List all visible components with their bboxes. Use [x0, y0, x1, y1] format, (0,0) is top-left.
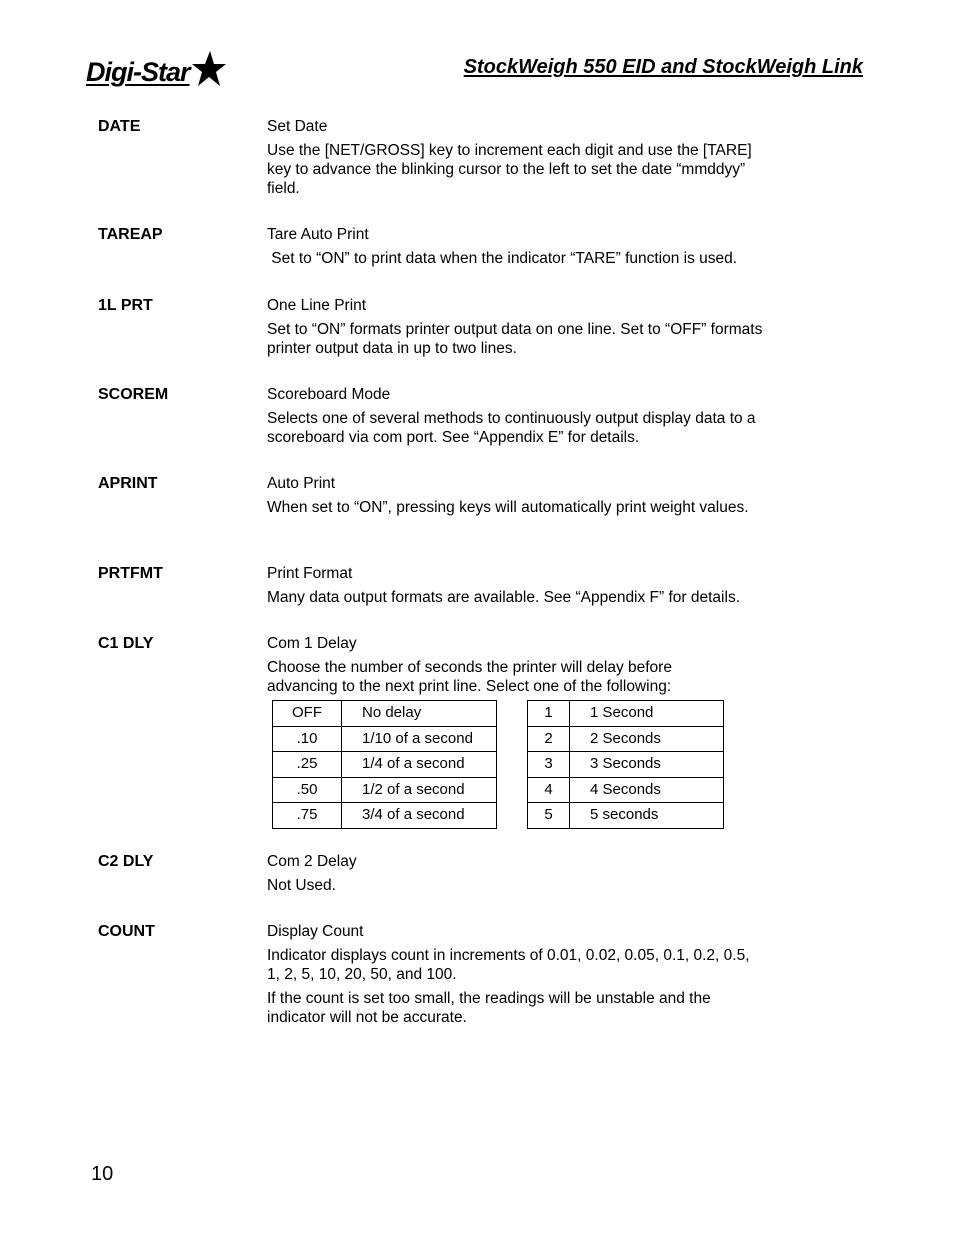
- entry-description: Not Used.: [267, 877, 336, 894]
- entry-definition: [267, 385, 777, 447]
- table-cell-value: .50: [273, 777, 342, 803]
- entry-description: If the count is set too small, the readings will be unstable and the indicator will not be accurate.: [267, 990, 711, 1026]
- entry-name: Scoreboard Mode: [267, 386, 391, 403]
- entry-term: PRTFMT: [98, 565, 163, 582]
- entry-description: When set to “ON”, pressing keys will automatically print weight values.: [267, 499, 749, 516]
- page-number: 10: [91, 1163, 114, 1185]
- entry-name: One Line Print: [267, 297, 367, 314]
- entry-description: Selects one of several methods to continuously output display data to a scoreboard via com port. See “Appendix E” for details.: [267, 410, 756, 446]
- entry-definition: [267, 634, 717, 696]
- table-cell-label: 1/10 of a second: [342, 726, 497, 752]
- table-cell-label: 2 Seconds: [570, 726, 724, 752]
- delay-table-fractions: [272, 700, 497, 829]
- entry-description: Many data output formats are available. See “Appendix F” for details.: [267, 589, 740, 606]
- entry-definition: [267, 117, 777, 198]
- table-cell-label: 1/2 of a second: [342, 777, 497, 803]
- entry-name: Tare Auto Print: [267, 226, 369, 243]
- entry-name: Set Date: [267, 118, 328, 135]
- table-cell-label: No delay: [342, 701, 497, 727]
- entry-name: Com 1 Delay: [267, 635, 357, 652]
- table-cell-value: 1: [528, 701, 570, 727]
- digi-star-logo: [86, 52, 226, 92]
- logo-text: Digi-Star: [86, 56, 190, 87]
- table-cell-value: OFF: [273, 701, 342, 727]
- entry-definition: [267, 474, 777, 517]
- table-row: [273, 803, 497, 829]
- entry-term: C2 DLY: [98, 853, 154, 870]
- table-cell-value: 3: [528, 752, 570, 778]
- entry-name: Print Format: [267, 565, 353, 582]
- table-row: [528, 701, 724, 727]
- table-cell-value: 5: [528, 803, 570, 829]
- table-cell-label: 5 seconds: [570, 803, 724, 829]
- table-row: [273, 726, 497, 752]
- table-row: [273, 777, 497, 803]
- entry-description: Set to “ON” formats printer output data on one line. Set to “OFF” formats printer output data in up to two lines.: [267, 321, 763, 357]
- entry-term: SCOREM: [98, 386, 169, 403]
- entry-term: COUNT: [98, 923, 155, 940]
- entry-definition: [267, 922, 757, 1027]
- table-cell-value: 4: [528, 777, 570, 803]
- table-cell-value: .75: [273, 803, 342, 829]
- table-row: [273, 752, 497, 778]
- table-cell-label: 1 Second: [570, 701, 724, 727]
- entry-definition: [267, 225, 777, 268]
- entry-description: Set to “ON” to print data when the indicator “TARE” function is used.: [267, 250, 738, 267]
- entry-description: Use the [NET/GROSS] key to increment each digit and use the [TARE] key to advance the blinking cursor to the left to set the date “mmddyy” field.: [267, 142, 752, 197]
- table-cell-label: 3 Seconds: [570, 752, 724, 778]
- entry-name: Auto Print: [267, 475, 336, 492]
- table-cell-value: 2: [528, 726, 570, 752]
- table-cell-label: 1/4 of a second: [342, 752, 497, 778]
- entry-term: APRINT: [98, 475, 158, 492]
- table-row: [528, 726, 724, 752]
- entry-term: TAREAP: [98, 226, 163, 243]
- entry-term: C1 DLY: [98, 635, 154, 652]
- table-row: [528, 803, 724, 829]
- entry-description: Choose the number of seconds the printer will delay before advancing to the next print line. Select one of the following:: [267, 659, 672, 695]
- delay-table-seconds: [527, 700, 724, 829]
- entry-definition: [267, 852, 777, 895]
- entry-term: 1L PRT: [98, 297, 153, 314]
- entry-description: Indicator displays count in increments of 0.01, 0.02, 0.05, 0.1, 0.2, 0.5, 1, 2, 5, 10, 20, 50, and 100.: [267, 947, 750, 983]
- document-title: StockWeigh 550 EID and StockWeigh Link: [463, 56, 863, 78]
- table-cell-value: .25: [273, 752, 342, 778]
- entry-term: DATE: [98, 118, 141, 135]
- table-row: [528, 777, 724, 803]
- entry-name: Display Count: [267, 923, 364, 940]
- table-row: [528, 752, 724, 778]
- entry-definition: [267, 564, 787, 607]
- entry-name: Com 2 Delay: [267, 853, 357, 870]
- table-cell-label: 4 Seconds: [570, 777, 724, 803]
- star-icon: [186, 49, 226, 89]
- table-cell-value: .10: [273, 726, 342, 752]
- table-row: [273, 701, 497, 727]
- table-cell-label: 3/4 of a second: [342, 803, 497, 829]
- entry-definition: [267, 296, 777, 358]
